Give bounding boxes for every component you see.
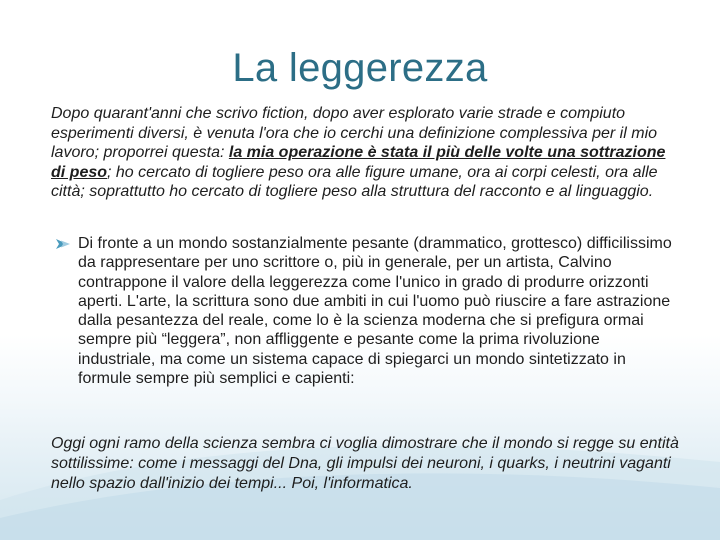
intro-quote-emphasis: la mia operazione è stata il più delle volte una sottrazione di peso [51, 144, 666, 181]
intro-quote [51, 104, 679, 202]
intro-quote-text-before: Dopo quarant'anni che scrivo fiction, dopo aver esplorato varie strade e compiuto esperimenti diversi, è venuta l'ora che io cerchi una definizione complessiva per il mio lavoro; proporrei questa: [51, 105, 658, 162]
bullet-icon [55, 236, 71, 252]
intro-quote-text-after: ; ho cercato di togliere peso ora alle figure umane, ora ai corpi celesti, ora alle città; soprattutto ho cercato di togliere peso alla struttura del racconto e al linguaggio. [51, 163, 658, 201]
slide-title: La leggerezza [232, 46, 488, 90]
bullet-text: Di fronte a un mondo sostanzialmente pesante (drammatico, grottesco) difficilissimo da rappresentare per uno scrittore o, più in generale, per un artista, Calvino contrappone il valore della leggerezza come l'unico in grado di produrre orizzonti aperti. L'arte, la scrittura sono due ambiti in cui l'uomo può riuscire a fare astrazione dalla pesantezza del reale, come lo è la scienza moderna che si prefigura ormai sempre più “leggera”, non affliggente e pesante come la prima rivoluzione industriale, ma come un sistema capace di spiegarci un mondo sintetizzato in formule sempre più semplici e capienti: [78, 235, 672, 388]
closing-quote: Oggi ogni ramo della scienza sembra ci voglia dimostrare che il mondo si regge su entità sottilissime: come i messaggi del Dna, gli impulsi dei neuroni, i quarks, i neutrini vaganti nello spazio dall'inizio dei tempi... Poi, l'informatica. [51, 435, 679, 492]
